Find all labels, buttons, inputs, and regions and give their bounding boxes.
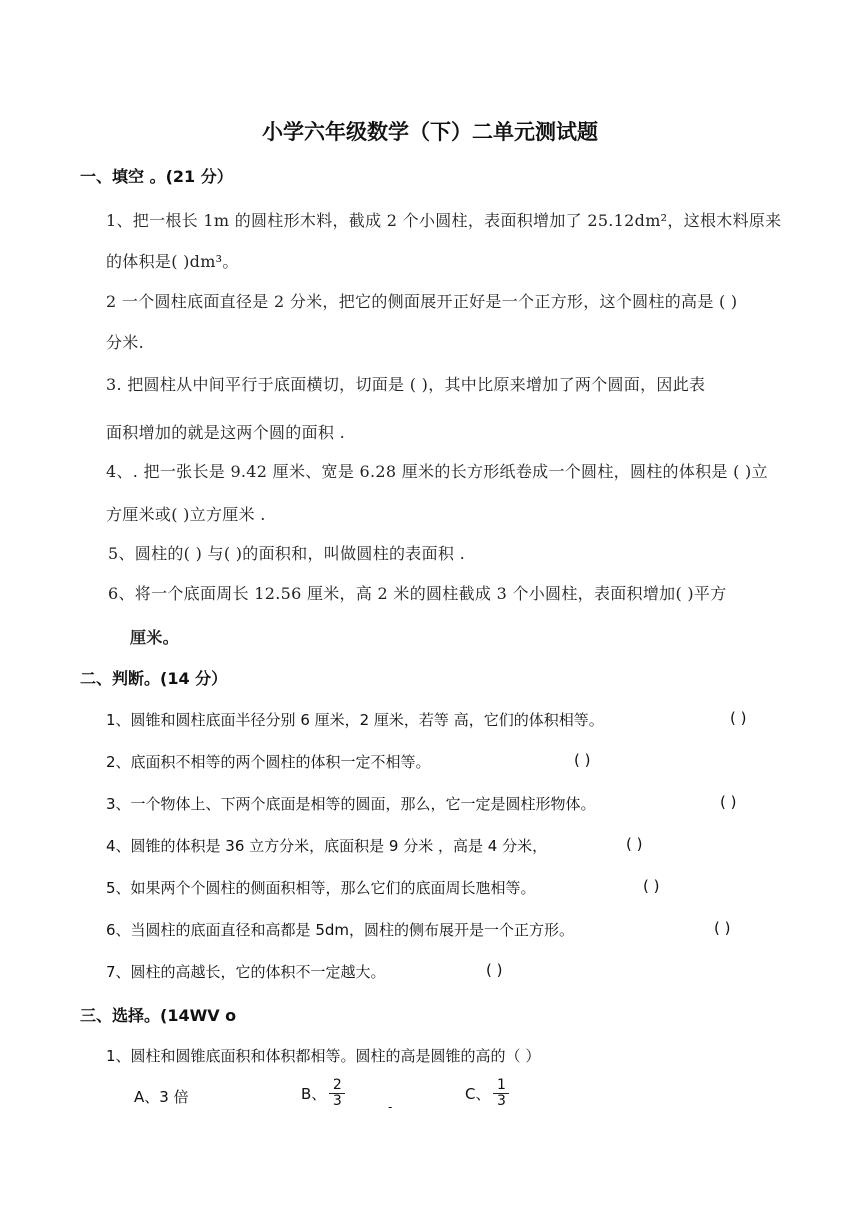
fill-question-6-line-1: 6、将一个底面周长 12.56 厘米，高 2 米的圆柱截成 3 个小圆柱，表面积增加( )平方 bbox=[108, 584, 727, 603]
choice-option-b-fraction bbox=[329, 1078, 345, 1109]
section-heading-true-false: 二、判断。(14 分） bbox=[80, 669, 228, 688]
judge-item-3: 3、一个物体上、下两个底面是相等的圆面，那么，它一定是圆柱形物体。 bbox=[106, 795, 596, 813]
page-title: 小学六年级数学（下）二单元测试题 bbox=[262, 120, 598, 144]
fill-question-3-line-2: 面积增加的就是这两个圆的面积 . bbox=[106, 423, 345, 442]
judge-answer-bracket-1[interactable]: ( ) bbox=[730, 709, 747, 727]
fill-question-3-line-1: 3. 把圆柱从中间平行于底面横切，切面是 ( )，其中比原来增加了两个圆面，因此表 bbox=[106, 375, 706, 394]
judge-answer-bracket-5[interactable]: ( ) bbox=[643, 877, 660, 895]
stray-dash-mark: - bbox=[388, 1100, 393, 1114]
choice-option-a-label: A、3 倍 bbox=[134, 1088, 189, 1106]
judge-answer-bracket-4[interactable]: ( ) bbox=[626, 835, 643, 853]
choice-option-b[interactable] bbox=[301, 1078, 345, 1109]
judge-item-6: 6、当圆柱的底面直径和高都是 5dm，圆柱的侧布展开是一个正方形。 bbox=[106, 921, 574, 939]
choice-option-c-fraction bbox=[493, 1078, 509, 1109]
judge-answer-bracket-7[interactable]: ( ) bbox=[486, 961, 503, 979]
choice-option-c-denominator: 3 bbox=[497, 1093, 506, 1109]
judge-item-2: 2、底面积不相等的两个圆柱的体积一定不相等。 bbox=[106, 753, 431, 771]
fill-question-2-line-1: 2 一个圆柱底面直径是 2 分米，把它的侧面展开正好是一个正方形，这个圆柱的高是 ( ) bbox=[106, 292, 738, 311]
fill-question-1-line-2: 的体积是( )dm³。 bbox=[106, 252, 239, 271]
fill-question-1-line-1: 1、把一根长 1m 的圆柱形木料，截成 2 个小圆柱，表面积增加了 25.12dm²，这根木料原来 bbox=[106, 211, 782, 230]
choice-question-1: 1、圆柱和圆锥底面积和体积都相等。圆柱的高是圆锥的高的（ ） bbox=[106, 1047, 541, 1065]
judge-item-5: 5、如果两个个圆柱的侧面积相等，那么它们的底面周长虺相等。 bbox=[106, 879, 536, 897]
section-heading-multiple-choice: 三、选择。(14WV o bbox=[80, 1006, 237, 1025]
choice-option-b-numerator: 2 bbox=[332, 1077, 342, 1093]
choice-option-c-label: C、 bbox=[465, 1085, 491, 1103]
fill-question-2-line-2: 分米. bbox=[106, 333, 144, 352]
judge-item-1: 1、圆锥和圆柱底面半径分别 6 厘米，2 厘米，若等 高，它们的体积相等。 bbox=[106, 711, 604, 729]
judge-item-7: 7、圆柱的高越长，它的体积不一定越大。 bbox=[106, 963, 386, 981]
section-heading-fill-in: 一、填空 。(21 分） bbox=[80, 167, 233, 186]
judge-answer-bracket-2[interactable]: ( ) bbox=[574, 751, 591, 769]
fill-question-5: 5、圆柱的( ) 与( )的面积和，叫做圆柱的表面积 . bbox=[108, 544, 465, 563]
choice-option-c[interactable] bbox=[465, 1078, 509, 1109]
judge-answer-bracket-3[interactable]: ( ) bbox=[720, 793, 737, 811]
judge-answer-bracket-6[interactable]: ( ) bbox=[714, 919, 731, 937]
choice-option-b-label: B、 bbox=[301, 1085, 327, 1103]
fill-question-6-line-2: 厘米。 bbox=[130, 628, 179, 647]
choice-option-c-numerator: 1 bbox=[497, 1077, 506, 1093]
judge-item-4: 4、圆锥的体积是 36 立方分米，底面积是 9 分米 ，高是 4 分米， bbox=[106, 837, 548, 855]
fill-question-4-line-2: 方厘米或( )立方厘米 . bbox=[106, 505, 266, 524]
choice-option-a[interactable] bbox=[134, 1086, 189, 1107]
fill-question-4-line-1: 4、. 把一张长是 9.42 厘米、宽是 6.28 厘米的长方形纸卷成一个圆柱，圆柱的体积是 ( )立 bbox=[106, 462, 768, 481]
choice-option-b-denominator: 3 bbox=[332, 1093, 342, 1109]
